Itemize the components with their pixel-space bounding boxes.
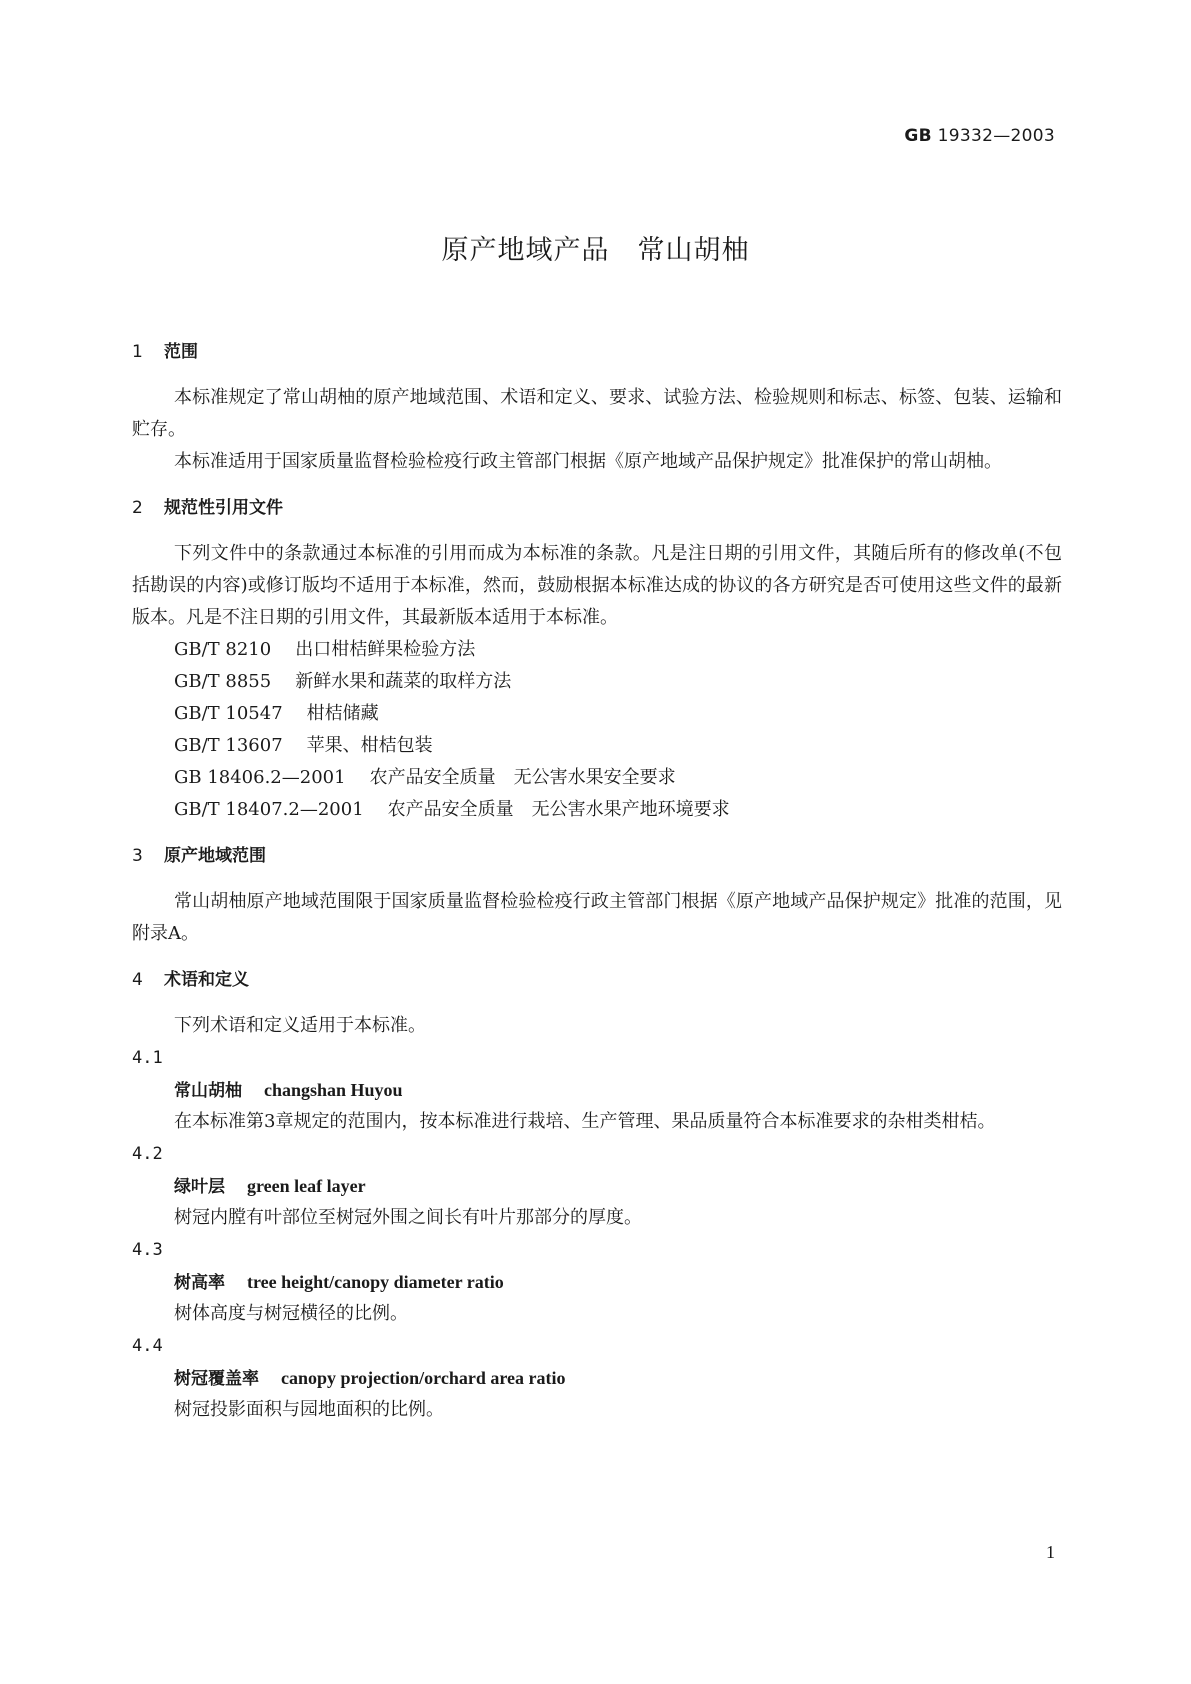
doc-number-rest: 19332—2003	[937, 126, 1055, 146]
term-heading	[132, 1266, 1062, 1298]
reference-item	[132, 666, 1062, 698]
section-number: 3	[132, 846, 143, 866]
term-heading	[132, 1074, 1062, 1106]
reference-item	[132, 730, 1062, 762]
term-english: green leaf layer	[247, 1176, 366, 1196]
section-number: 2	[132, 498, 143, 518]
term-definition: 树冠投影面积与园地面积的比例。	[174, 1399, 444, 1420]
term-english: changshan Huyou	[264, 1080, 403, 1100]
section-number: 4	[132, 970, 143, 990]
term-number: 4.1	[132, 1048, 163, 1068]
term-chinese: 树冠覆盖率	[174, 1369, 259, 1389]
section-heading-terms-definitions	[132, 964, 1062, 996]
paragraph: 下列术语和定义适用于本标准。	[174, 1015, 426, 1036]
reference-code: GB/T 10547	[174, 703, 283, 724]
term-heading	[132, 1362, 1062, 1394]
section-number: 1	[132, 342, 143, 362]
term-english: tree height/canopy diameter ratio	[247, 1272, 504, 1292]
page-number: 1	[1046, 1542, 1055, 1562]
paragraph: 本标准规定了常山胡柚的原产地域范围、术语和定义、要求、试验方法、检验规则和标志、标签、包装、运输和贮存。	[132, 387, 1062, 440]
reference-item	[132, 634, 1062, 666]
term-chinese: 常山胡柚	[174, 1081, 242, 1101]
paragraph: 常山胡柚原产地域范围限于国家质量监督检验检疫行政主管部门根据《原产地域产品保护规定》批准的范围，见附录A。	[132, 891, 1062, 944]
page-title: 原产地域产品 常山胡柚	[441, 235, 750, 266]
term-chinese: 绿叶层	[174, 1177, 225, 1197]
section-title: 术语和定义	[164, 970, 249, 990]
reference-title: 农产品安全质量 无公害水果安全要求	[369, 767, 676, 788]
reference-item	[132, 762, 1062, 794]
reference-code: GB/T 18407.2—2001	[174, 799, 364, 820]
reference-title: 出口柑桔鲜果检验方法	[295, 639, 476, 660]
section-heading-origin-area	[132, 840, 1062, 872]
reference-title: 农产品安全质量 无公害水果产地环境要求	[387, 799, 730, 820]
term-english: canopy projection/orchard area ratio	[281, 1368, 566, 1388]
term-definition: 树体高度与树冠横径的比例。	[174, 1303, 408, 1324]
doc-number-prefix: GB	[904, 126, 932, 146]
reference-title: 苹果、柑桔包装	[306, 735, 433, 756]
term-definition: 在本标准第3章规定的范围内，按本标准进行栽培、生产管理、果品质量符合本标准要求的杂柑类柑桔。	[174, 1111, 996, 1132]
reference-code: GB/T 8855	[174, 671, 272, 692]
term-number: 4.4	[132, 1336, 163, 1356]
document-number	[904, 126, 1055, 146]
document-body	[132, 336, 1062, 1426]
term-definition: 树冠内膛有叶部位至树冠外围之间长有叶片那部分的厚度。	[174, 1207, 642, 1228]
reference-title: 新鲜水果和蔬菜的取样方法	[295, 671, 512, 692]
paragraph: 本标准适用于国家质量监督检验检疫行政主管部门根据《原产地域产品保护规定》批准保护的常山胡柚。	[174, 451, 1002, 472]
term-heading	[132, 1170, 1062, 1202]
reference-item	[132, 698, 1062, 730]
reference-code: GB/T 13607	[174, 735, 283, 756]
section-title: 范围	[164, 342, 198, 362]
paragraph: 下列文件中的条款通过本标准的引用而成为本标准的条款。凡是注日期的引用文件，其随后所有的修改单(不包括勘误的内容)或修订版均不适用于本标准，然而，鼓励根据本标准达成的协议的各方研究是否可使用这些文件的最新版本。凡是不注日期的引用文件，其最新版本适用于本标准。	[132, 543, 1062, 628]
section-title: 规范性引用文件	[164, 498, 283, 518]
term-number: 4.3	[132, 1240, 163, 1260]
section-heading-normative-references	[132, 492, 1062, 524]
section-heading-scope	[132, 336, 1062, 368]
term-chinese: 树高率	[174, 1273, 225, 1293]
reference-code: GB 18406.2—2001	[174, 767, 346, 788]
section-title: 原产地域范围	[164, 846, 266, 866]
reference-code: GB/T 8210	[174, 639, 272, 660]
reference-title: 柑桔储藏	[306, 703, 379, 724]
reference-item	[132, 794, 1062, 826]
term-number: 4.2	[132, 1144, 163, 1164]
